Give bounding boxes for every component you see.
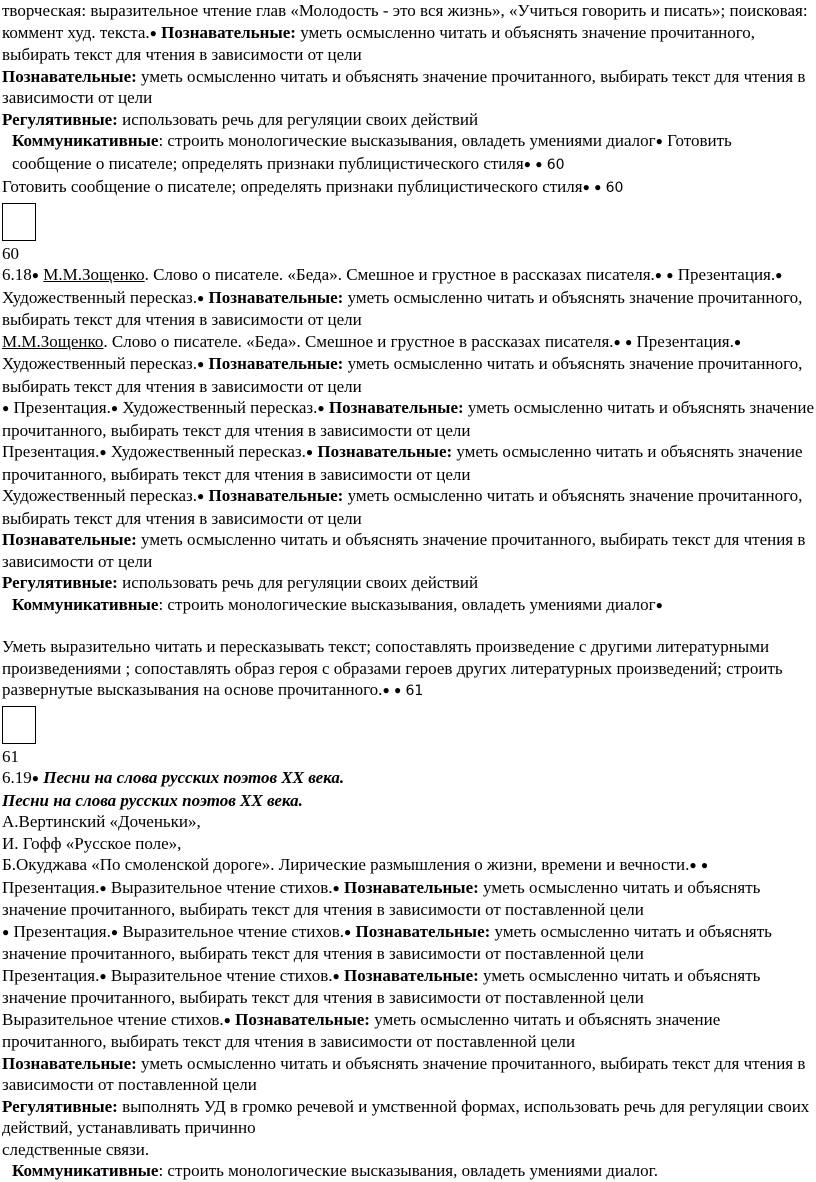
bullet-icon: ● bbox=[523, 156, 531, 171]
bullet-icon: ● bbox=[197, 290, 205, 305]
bullet-icon: ● bbox=[582, 180, 590, 194]
text: Художественный пересказ. bbox=[118, 398, 318, 417]
author-link: М.М.Зощенко bbox=[2, 331, 104, 351]
label: Познавательные: bbox=[2, 530, 137, 549]
paragraph-cognitive bbox=[2, 529, 814, 572]
text: уметь осмысленно читать и объяснять значение прочитанного, выбирать текст для чтения в зависимости от поставленной цели bbox=[2, 1053, 806, 1094]
text: использовать речь для регуляции своих действий bbox=[117, 109, 479, 129]
paragraph-communicative bbox=[2, 594, 814, 617]
paragraph-2 bbox=[2, 66, 814, 109]
label: Познавательные: bbox=[235, 1009, 370, 1029]
text: : строить монологические высказывания, овладеть умениями диалог. bbox=[158, 1161, 658, 1180]
label: Познавательные: bbox=[2, 66, 137, 86]
bullet-icon: ● bbox=[197, 489, 205, 503]
text: использовать речь для регуляции своих действий bbox=[117, 573, 479, 592]
page-number-60: 60 bbox=[2, 243, 19, 263]
paragraph-3 bbox=[2, 109, 814, 131]
label: Познавательные: bbox=[208, 287, 344, 307]
bullet-icon: ● bbox=[31, 268, 39, 282]
text: Презентация. bbox=[632, 331, 734, 351]
text: вечности. bbox=[619, 855, 690, 874]
paragraph-expressive bbox=[2, 1009, 814, 1053]
paragraph-1 bbox=[2, 0, 814, 66]
page-number-61: 61 bbox=[2, 746, 19, 766]
text: уметь осмысленно читать и объяснять значение прочитанного, выбирать текст для чтения в зависимости от поставленной цели bbox=[2, 921, 772, 963]
checkbox-frame bbox=[2, 203, 36, 241]
paragraph-regulative bbox=[2, 572, 814, 594]
paragraph-presentation-4 bbox=[2, 965, 814, 1009]
lesson-title: Песни на слова русских поэтов XX века. bbox=[43, 768, 345, 787]
text: Б.Окуджава «По смоленской дороге». Лирические размышления о жизни, времени и bbox=[2, 855, 616, 874]
bullet-icon: ● bbox=[332, 880, 340, 895]
bullet-icon: ● bbox=[689, 858, 697, 872]
text: Презентация. bbox=[2, 442, 100, 461]
bullet-icon: ● bbox=[149, 25, 157, 40]
bullet-icon: ● bbox=[655, 597, 663, 612]
label: Познавательные: bbox=[317, 442, 453, 461]
poem-okudzhava bbox=[2, 854, 814, 921]
text: Презентация. bbox=[673, 265, 776, 284]
label: Познавательные: bbox=[344, 965, 479, 985]
lesson-6-18 bbox=[2, 264, 814, 331]
paragraph-retelling bbox=[2, 485, 814, 529]
bullet-icon: ● bbox=[344, 924, 352, 939]
poem-vertinsky: А.Вертинский «Доченьки», bbox=[2, 812, 201, 831]
paragraph-skills bbox=[2, 636, 814, 703]
page-number: 61 bbox=[405, 683, 424, 699]
text: Художественный пересказ. bbox=[2, 354, 198, 373]
text: Художественный пересказ. bbox=[106, 442, 306, 461]
bullet-icon: ● bbox=[733, 334, 742, 349]
text: уметь осмысленно читать и объяснять значение прочитанного, выбирать текст для чтения в зависимости от цели bbox=[2, 486, 803, 528]
text: уметь осмысленно читать и объяснять значение прочитанного, выбирать текст для чтения в зависимости от цели bbox=[2, 530, 806, 571]
bullet-icon: ● bbox=[666, 268, 674, 282]
text: Уметь выразительно читать и пересказывать текст; сопоставлять произведение с другими литературными произведениями ; сопоставлять образ героя с образами героев других литературных произведений; строить развернутые высказывания на основе прочитанного. bbox=[2, 637, 783, 699]
lesson-number: 6.18 bbox=[2, 265, 32, 284]
paragraph-5 bbox=[2, 176, 814, 200]
bullet-icon: ● bbox=[31, 771, 39, 785]
text: Выразительное чтение стихов. bbox=[2, 1009, 224, 1029]
text: Художественный пересказ. bbox=[2, 486, 198, 505]
text: уметь осмысленно читать и объяснять значение прочитанного, выбирать текст для чтения в зависимости от цели bbox=[2, 22, 756, 64]
bullet-icon: ● bbox=[305, 445, 314, 459]
text: Выразительное чтение стихов. bbox=[106, 965, 333, 985]
text: уметь осмысленно читать и объяснять значение прочитанного, выбирать текст для чтения в зависимости от цели bbox=[2, 354, 803, 396]
bullet-icon: ● bbox=[613, 334, 621, 349]
label: Познавательные: bbox=[355, 921, 491, 941]
text: выполнять УД в громко речевой и умственной формах, использовать речь для регуляции своих действий, устанавливать причинно bbox=[2, 1096, 810, 1137]
bullet-icon: ● bbox=[594, 180, 602, 194]
text: Готовить сообщение о писателе; определять признаки публицистического стиля bbox=[12, 131, 732, 173]
paragraph-presentation-2 bbox=[2, 441, 814, 485]
text: писателя. bbox=[586, 265, 655, 284]
text: Выразительное чтение стихов. bbox=[118, 921, 344, 941]
bullet-icon: ● bbox=[625, 334, 633, 349]
page-number: 60 bbox=[546, 156, 565, 173]
label: Познавательные: bbox=[208, 354, 344, 373]
bullet-icon: ● bbox=[700, 858, 709, 872]
paragraph-regulative-2 bbox=[2, 1096, 814, 1139]
label: Познавательные: bbox=[344, 877, 479, 897]
text: Готовить сообщение о писателе; определять признаки публицистического стиля bbox=[2, 177, 583, 196]
lesson-6-19 bbox=[2, 767, 814, 790]
text: уметь осмысленно читать и объяснять значение прочитанного, выбирать текст для чтения в зависимости от цели bbox=[2, 442, 803, 484]
bullet-icon: ● bbox=[393, 683, 402, 697]
bullet-icon: ● bbox=[535, 156, 543, 171]
paragraph-cognitive-2 bbox=[2, 1053, 814, 1096]
text: творческая: выразительное чтение глав «Молодость - это вся жизнь», «Учиться говорить и писать»; поисковая: коммент худ. текста. bbox=[2, 1, 808, 42]
label: Познавательные: bbox=[161, 22, 296, 42]
lesson-title-repeat bbox=[2, 790, 814, 812]
text: писателя. bbox=[544, 331, 614, 351]
bullet-icon: ● bbox=[99, 968, 107, 983]
label: Познавательные: bbox=[328, 398, 464, 417]
paragraph-presentation bbox=[2, 397, 814, 441]
label: Коммуникативные bbox=[12, 131, 159, 150]
bullet-icon: ● bbox=[110, 401, 119, 415]
bullet-icon: ● bbox=[2, 401, 10, 415]
bullet-icon: ● bbox=[99, 445, 107, 459]
text: . Слово о писателе. «Беда». Смешное и грустное в рассказах bbox=[144, 265, 582, 284]
paragraph-4 bbox=[2, 130, 814, 176]
paragraph-presentation-3 bbox=[2, 921, 814, 965]
text: . Слово о писателе. «Беда». Смешное и грустное в рассказах bbox=[103, 331, 541, 351]
bullet-icon: ● bbox=[99, 880, 107, 895]
poem-goff: И. Гофф «Русское поле», bbox=[2, 833, 182, 853]
text: Художественный пересказ. bbox=[2, 287, 198, 307]
lesson-6-18-repeat bbox=[2, 331, 814, 398]
text: уметь осмысленно читать и объяснять значение прочитанного, выбирать текст для чтения в зависимости от поставленной цели bbox=[2, 1009, 721, 1051]
bullet-icon: ● bbox=[382, 683, 390, 697]
text: уметь осмысленно читать и объяснять значение прочитанного, выбирать текст для чтения в зависимости от цели bbox=[2, 398, 814, 440]
label: Коммуникативные bbox=[12, 1161, 159, 1180]
text: уметь осмысленно читать и объяснять значение прочитанного, выбирать текст для чтения в зависимости от цели bbox=[2, 66, 806, 107]
label: Коммуникативные bbox=[12, 594, 159, 614]
paragraph-consequence: следственные связи. bbox=[2, 1139, 150, 1159]
text: уметь осмысленно читать и объяснять значение прочитанного, выбирать текст для чтения в зависимости от цели bbox=[2, 287, 803, 329]
text: : строить монологические высказывания, овладеть умениями диалог bbox=[158, 594, 656, 614]
label: Познавательные: bbox=[2, 1053, 137, 1073]
text: уметь осмысленно читать и объяснять значение прочитанного, выбирать текст для чтения в зависимости от поставленной цели bbox=[2, 877, 761, 919]
page-number: 60 bbox=[605, 180, 624, 196]
bullet-icon: ● bbox=[654, 268, 663, 282]
bullet-icon: ● bbox=[2, 924, 10, 939]
label: Регулятивные: bbox=[2, 109, 118, 129]
text: : строить монологические высказывания, овладеть умениями диалог bbox=[158, 131, 656, 150]
bullet-icon: ● bbox=[110, 924, 119, 939]
text: Выразительное чтение стихов. bbox=[106, 877, 333, 897]
lesson-title: Песни на слова русских поэтов XX века. bbox=[2, 790, 303, 810]
bullet-icon: ● bbox=[197, 357, 205, 371]
bullet-icon: ● bbox=[332, 968, 340, 983]
label: Познавательные: bbox=[208, 486, 344, 505]
spacer bbox=[2, 616, 814, 636]
bullet-icon: ● bbox=[655, 134, 663, 148]
text: уметь осмысленно читать и объяснять значение прочитанного, выбирать текст для чтения в зависимости от поставленной цели bbox=[2, 965, 761, 1007]
label: Регулятивные: bbox=[2, 1096, 118, 1116]
text: Презентация. bbox=[2, 965, 100, 985]
text: Презентация. bbox=[9, 398, 111, 417]
label: Регулятивные: bbox=[2, 573, 118, 592]
text: Презентация. bbox=[9, 921, 111, 941]
bullet-icon: ● bbox=[223, 1012, 231, 1027]
bullet-icon: ● bbox=[775, 268, 783, 282]
text: Презентация. bbox=[2, 877, 100, 897]
author-link: М.М.Зощенко bbox=[43, 265, 145, 284]
lesson-number: 6.19 bbox=[2, 768, 32, 787]
bullet-icon: ● bbox=[317, 401, 325, 415]
checkbox-frame bbox=[2, 706, 36, 744]
